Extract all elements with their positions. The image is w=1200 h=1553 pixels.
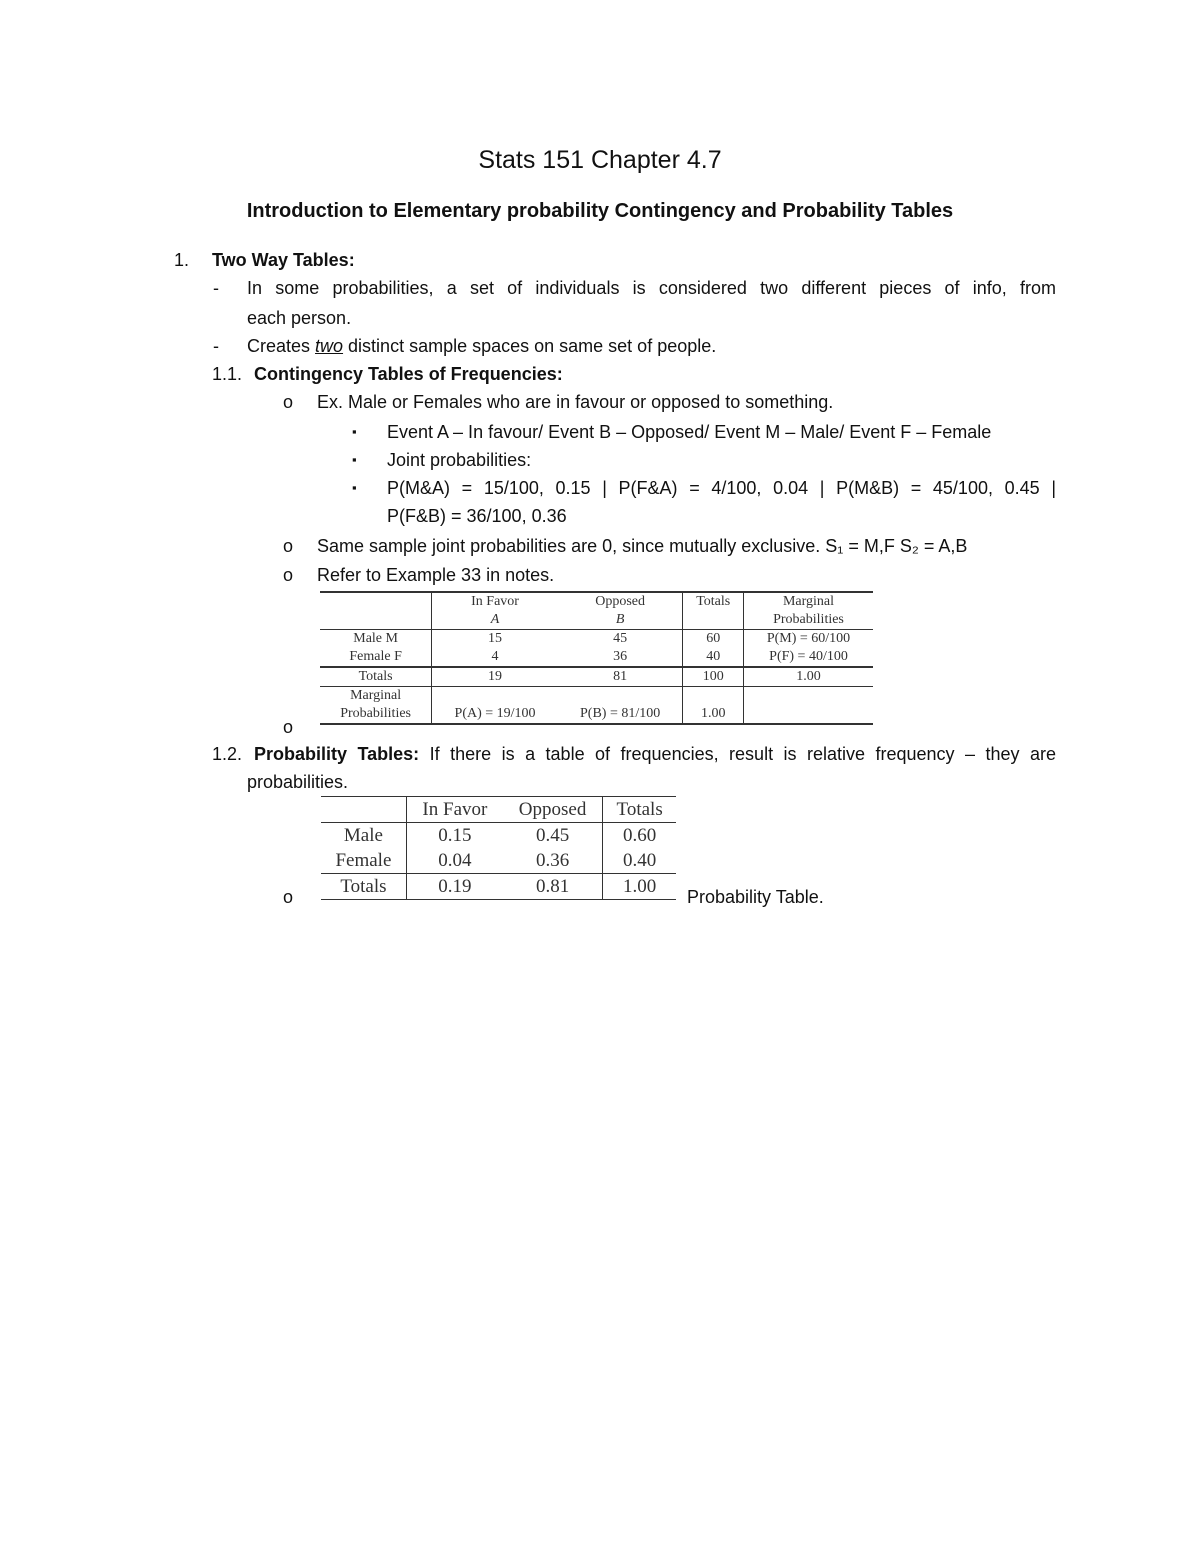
table-cell: [320, 592, 432, 611]
bullet-text: In some probabilities, a set of individuals is considered two different pieces of info, from: [247, 278, 1056, 298]
list-marker: ▪: [352, 480, 357, 495]
list-marker: o: [283, 536, 294, 556]
list-marker: o: [283, 392, 294, 412]
table-header-cell: [683, 611, 744, 630]
contingency-table: [320, 591, 873, 725]
table-header-cell: Opposed: [558, 592, 683, 611]
table-row-label: Female F: [320, 648, 432, 667]
table-header-cell: A: [432, 611, 558, 630]
table-cell: 0.45: [503, 823, 603, 849]
table-cell: 1.00: [683, 687, 744, 725]
list-marker: ▪: [352, 452, 357, 467]
list-marker: o: [283, 887, 294, 907]
table-cell: 0.19: [406, 874, 503, 900]
section-heading: Two Way Tables:: [212, 250, 355, 270]
table-row: [321, 823, 676, 849]
probability-table: [321, 796, 676, 900]
table-header-cell: Opposed: [503, 797, 603, 823]
table-row-label: Male: [321, 823, 406, 849]
bullet-text: each person.: [247, 308, 352, 328]
page-title: Stats 151 Chapter 4.7: [478, 146, 722, 174]
table-header-cell: In Favor: [432, 592, 558, 611]
list-marker: o: [283, 717, 294, 737]
table-cell: P(F) = 40/100: [744, 648, 873, 667]
list-item: Joint probabilities:: [387, 450, 532, 470]
table-cell: 0.81: [503, 874, 603, 900]
table-header-row: [320, 592, 873, 611]
table-cell: [320, 611, 432, 630]
table-cell: 40: [683, 648, 744, 667]
table-row: [320, 648, 873, 667]
list-item: P(F&B) = 36/100, 0.36: [387, 506, 567, 526]
table-header-cell: B: [558, 611, 683, 630]
section-text: probabilities.: [247, 772, 349, 792]
table-cell: 81: [558, 667, 683, 687]
table-header-row: [320, 611, 873, 630]
table-cell: 36: [558, 648, 683, 667]
table-row-label: Male M: [320, 630, 432, 649]
section-number: 1.2.: [212, 744, 243, 764]
table-cell: 1.00: [603, 874, 676, 900]
table-header-cell: Totals: [683, 592, 744, 611]
table-row: [320, 687, 873, 725]
table-cell: 0.36: [503, 848, 603, 874]
list-item: Same sample joint probabilities are 0, since mutually exclusive. S₁ = M,F S₂ = A,B: [317, 536, 968, 556]
list-item: Refer to Example 33 in notes.: [317, 565, 555, 585]
table-header-cell: In Favor: [406, 797, 503, 823]
table-cell: 0.40: [603, 848, 676, 874]
list-item: Ex. Male or Females who are in favour or opposed to something.: [317, 392, 834, 412]
table-row-label: Totals: [321, 874, 406, 900]
table-header-cell: Marginal: [744, 592, 873, 611]
table-row: [320, 667, 873, 687]
table-cell: 0.04: [406, 848, 503, 874]
table-caption: Probability Table.: [687, 887, 824, 907]
table-cell: 45: [558, 630, 683, 649]
table-cell: 60: [683, 630, 744, 649]
bullet-marker: -: [213, 278, 219, 298]
bullet-marker: -: [213, 336, 219, 356]
table-row-label: Marginal Probabilities: [320, 687, 432, 725]
table-row: [320, 630, 873, 649]
table-cell: P(B) = 81/100: [558, 687, 683, 725]
table-cell: P(M) = 60/100: [766, 631, 851, 646]
table-cell: 1.00: [744, 667, 873, 687]
table-header-cell: Probabilities: [744, 611, 873, 630]
table-cell: 19: [432, 667, 558, 687]
table-cell: 15: [488, 631, 503, 646]
list-item: Event A – In favour/ Event B – Opposed/ Event M – Male/ Event F – Female: [387, 422, 992, 442]
section-number: 1.1.: [212, 364, 243, 384]
table-cell: 0.15: [438, 825, 472, 846]
table-cell: P(A) = 19/100: [432, 687, 558, 725]
table-cell: [744, 687, 873, 725]
bullet-text: Creates two distinct sample spaces on same set of people.: [247, 336, 717, 356]
table-row-label: Female: [321, 848, 406, 874]
table-row-label: Totals: [320, 667, 432, 687]
section-text: Probability Tables: If there is a table of frequencies, result is relative frequency – they are: [254, 744, 1056, 764]
table-row: [321, 848, 676, 874]
page-subtitle: Introduction to Elementary probability Contingency and Probability Tables: [246, 200, 954, 222]
section-number: 1.: [174, 250, 190, 270]
table-cell: 4: [432, 648, 558, 667]
section-heading: Contingency Tables of Frequencies:: [254, 364, 563, 384]
table-cell: 100: [683, 667, 744, 687]
list-marker: o: [283, 565, 294, 585]
table-header-row: [321, 797, 676, 823]
table-cell: 0.60: [623, 825, 657, 846]
table-row: [321, 874, 676, 900]
table-cell: [321, 797, 406, 823]
list-item: P(M&A) = 15/100, 0.15 | P(F&A) = 4/100, 0.04 | P(M&B) = 45/100, 0.45 |: [387, 478, 1056, 498]
table-header-cell: Totals: [603, 797, 676, 823]
list-marker: ▪: [352, 424, 357, 439]
